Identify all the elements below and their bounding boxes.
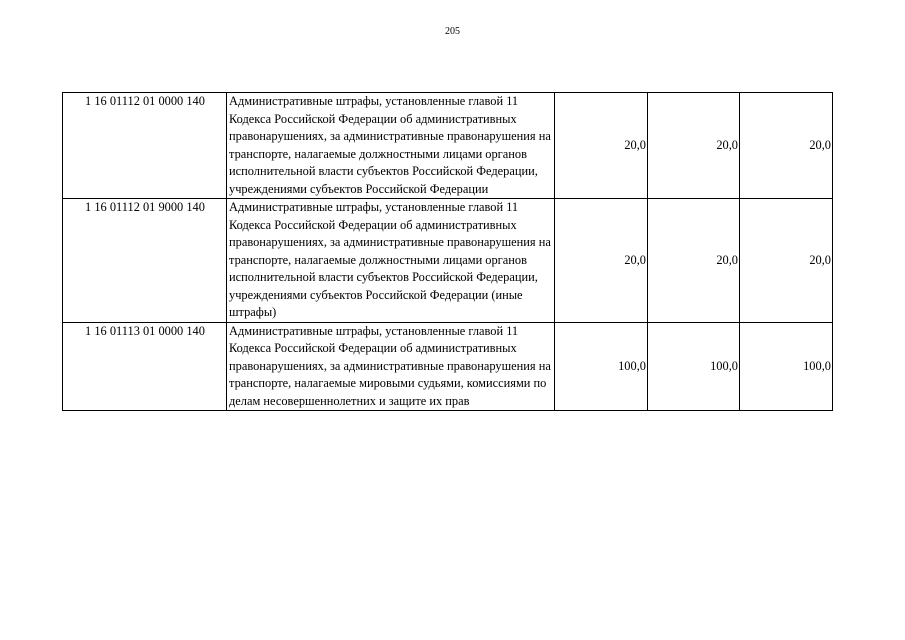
amount-year-2: 20,0 [648, 93, 740, 199]
amount-year-2: 20,0 [648, 199, 740, 323]
budget-code: 1 16 01113 01 0000 140 [63, 322, 227, 411]
table-row [63, 199, 833, 323]
revenue-description: Административные штрафы, установленные главой 11 Кодекса Российской Федерации об административных правонарушениях, за административные правонарушения на транспорте, налагаемые должностными лицами органов исполнительной власти субъектов Российской Федерации, учреждениями субъектов Российской Федерации (иные штрафы) [227, 199, 555, 323]
amount-year-3: 20,0 [740, 199, 833, 323]
amount-year-3: 20,0 [740, 93, 833, 199]
table-row [63, 322, 833, 411]
amount-year-1: 100,0 [555, 322, 648, 411]
amount-year-3: 100,0 [740, 322, 833, 411]
budget-code: 1 16 01112 01 0000 140 [63, 93, 227, 199]
amount-year-1: 20,0 [555, 93, 648, 199]
revenue-description: Административные штрафы, установленные главой 11 Кодекса Российской Федерации об административных правонарушениях, за административные правонарушения на транспорте, налагаемые должностными лицами органов исполнительной власти субъектов Российской Федерации, учреждениями субъектов Российской Федерации [227, 93, 555, 199]
budget-table [62, 92, 833, 411]
revenue-description: Административные штрафы, установленные главой 11 Кодекса Российской Федерации об административных правонарушениях, за административные правонарушения на транспорте, налагаемые мировыми судьями, комиссиями по делам несовершеннолетних и защите их прав [227, 322, 555, 411]
amount-year-2: 100,0 [648, 322, 740, 411]
page-number: 205 [445, 26, 460, 37]
table-row [63, 93, 833, 199]
budget-code: 1 16 01112 01 9000 140 [63, 199, 227, 323]
amount-year-1: 20,0 [555, 199, 648, 323]
